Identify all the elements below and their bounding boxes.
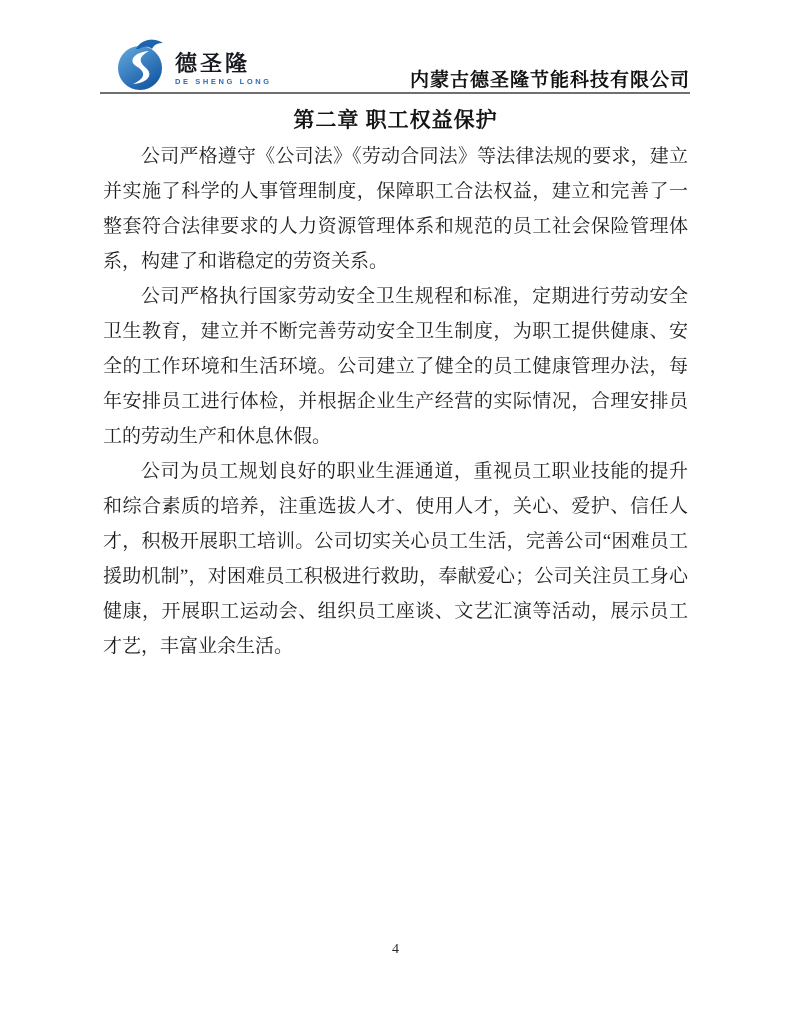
paragraph-3: 公司为员工规划良好的职业生涯通道，重视员工职业技能的提升和综合素质的培养，注重选拔人才、使用人才，关心、爱护、信任人才，积极开展职工培训。公司切实关心员工生活，完善公司“困难员工援助机制”，对困难员工积极进行救助，奉献爱心；公司关注员工身心健康，开展职工运动会、组织员工座谈、文艺汇演等活动，展示员工才艺，丰富业余生活。 xyxy=(103,461,688,657)
page-footer xyxy=(0,940,791,958)
logo-text-en: DE SHENG LONG xyxy=(175,76,272,86)
logo-text xyxy=(175,50,272,86)
company-name: 内蒙古德圣隆节能科技有限公司 xyxy=(409,70,690,91)
logo-text-cn: 德圣隆 xyxy=(175,50,251,76)
document-body xyxy=(103,139,688,664)
dragon-s-globe-icon xyxy=(116,36,170,92)
chapter-title: 第二章 职工权益保护 xyxy=(293,108,498,132)
paragraph-2: 公司严格执行国家劳动安全卫生规程和标准，定期进行劳动安全卫生教育，建立并不断完善劳动安全卫生制度，为职工提供健康、安全的工作环境和生活环境。公司建立了健全的员工健康管理办法，每年安排员工进行体检，并根据企业生产经营的实际情况，合理安排员工的劳动生产和休息休假。 xyxy=(103,286,688,447)
header-divider xyxy=(100,92,690,94)
paragraph-1: 公司严格遵守《公司法》《劳动合同法》等法律法规的要求，建立并实施了科学的人事管理制度，保障职工合法权益，建立和完善了一整套符合法律要求的人力资源管理体系和规范的员工社会保险管理体系，构建了和谐稳定的劳资关系。 xyxy=(103,146,688,272)
company-logo xyxy=(116,36,272,92)
page-number: 4 xyxy=(392,942,399,957)
page-header xyxy=(100,36,690,92)
